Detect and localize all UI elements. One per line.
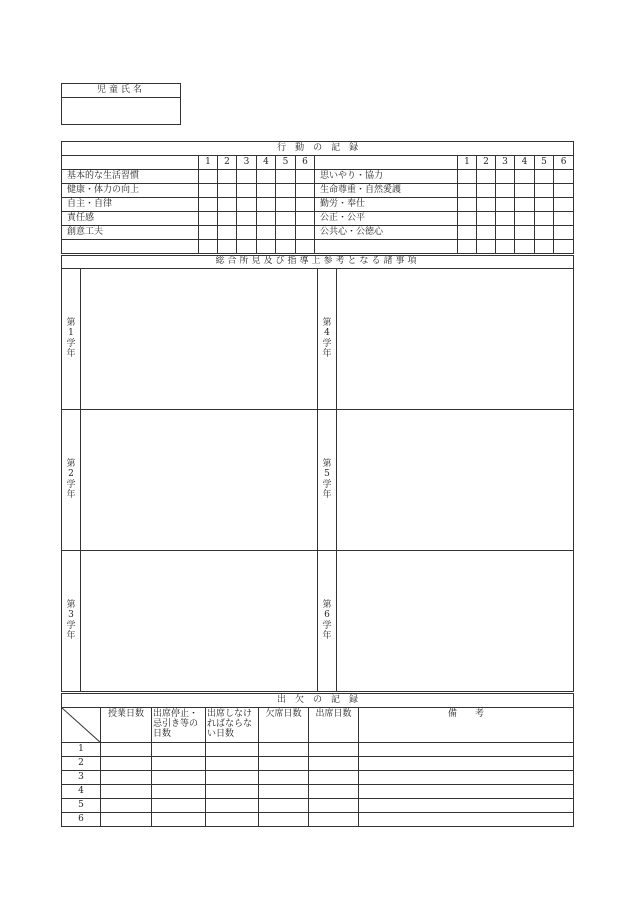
behavior-mark-cell[interactable] (477, 212, 496, 226)
attendance-grade-label: 4 (62, 785, 101, 799)
attendance-value-cell[interactable] (359, 757, 574, 771)
behavior-mark-cell[interactable] (554, 226, 574, 240)
student-name-box (61, 83, 181, 125)
behavior-mark-cell[interactable] (237, 198, 257, 212)
behavior-row (62, 170, 574, 184)
attendance-value-cell[interactable] (206, 799, 259, 813)
behavior-mark-cell[interactable] (199, 184, 218, 198)
behavior-mark-cell[interactable] (535, 212, 554, 226)
behavior-mark-cell[interactable] (496, 198, 515, 212)
behavior-mark-cell[interactable] (257, 198, 276, 212)
grade-header-left-4: 4 (257, 156, 276, 170)
behavior-mark-cell[interactable] (496, 170, 515, 184)
behavior-mark-cell[interactable] (257, 226, 276, 240)
behavior-mark-cell[interactable] (276, 212, 296, 226)
behavior-item-left: 責任感 (62, 212, 199, 226)
behavior-mark-cell[interactable] (257, 212, 276, 226)
attendance-value-cell[interactable] (359, 785, 574, 799)
year-6-label: 第6学年 (318, 551, 337, 692)
behavior-mark-cell[interactable] (477, 198, 496, 212)
attendance-row (62, 757, 574, 771)
attendance-value-cell[interactable] (259, 785, 309, 799)
grade-header-right-1: 1 (458, 156, 477, 170)
attendance-corner-cell (62, 708, 101, 743)
attendance-value-cell[interactable] (309, 785, 359, 799)
behavior-mark-cell[interactable] (554, 184, 574, 198)
behavior-mark-cell[interactable] (218, 198, 237, 212)
year-6-comment-field[interactable] (337, 551, 574, 692)
behavior-mark-cell[interactable] (535, 198, 554, 212)
diagonal-line (62, 708, 101, 743)
behavior-item-right: 公正・公平 (315, 212, 458, 226)
year-5-label: 第5学年 (318, 410, 337, 551)
behavior-mark-cell[interactable] (199, 212, 218, 226)
attendance-row (62, 799, 574, 813)
behavior-mark-cell[interactable] (276, 170, 296, 184)
behavior-mark-cell[interactable] (199, 226, 218, 240)
attendance-value-cell[interactable] (101, 785, 152, 799)
behavior-mark-cell[interactable] (257, 184, 276, 198)
grade-header-right-4: 4 (515, 156, 535, 170)
behavior-mark-cell[interactable] (554, 212, 574, 226)
attendance-value-cell[interactable] (206, 757, 259, 771)
behavior-mark-cell[interactable] (535, 170, 554, 184)
attendance-value-cell[interactable] (359, 813, 574, 827)
behavior-blank-row (62, 240, 574, 254)
behavior-mark-cell[interactable] (296, 212, 315, 226)
attendance-value-cell[interactable] (359, 771, 574, 785)
behavior-item-left: 創意工夫 (62, 226, 199, 240)
behavior-row (62, 198, 574, 212)
attendance-value-cell[interactable] (309, 771, 359, 785)
behavior-mark-cell[interactable] (257, 170, 276, 184)
behavior-header-blank-left (62, 156, 199, 170)
behavior-item-left: 自主・自律 (62, 198, 199, 212)
attendance-value-cell[interactable] (206, 813, 259, 827)
behavior-header-blank-right (315, 156, 458, 170)
attendance-value-cell[interactable] (309, 757, 359, 771)
grade-header-left-2: 2 (218, 156, 237, 170)
attendance-grade-label: 5 (62, 799, 101, 813)
behavior-item-right: 公共心・公徳心 (315, 226, 458, 240)
behavior-mark-cell[interactable] (296, 184, 315, 198)
behavior-mark-cell[interactable] (458, 226, 477, 240)
behavior-row (62, 184, 574, 198)
attendance-value-cell[interactable] (309, 799, 359, 813)
behavior-mark-cell[interactable] (276, 198, 296, 212)
attendance-value-cell[interactable] (309, 743, 359, 757)
grade-header-right-3: 3 (496, 156, 515, 170)
behavior-record-table (61, 141, 574, 254)
year-5-comment-field[interactable] (337, 410, 574, 551)
behavior-mark-cell[interactable] (515, 170, 535, 184)
attendance-value-cell[interactable] (206, 743, 259, 757)
grade-header-left-6: 6 (296, 156, 315, 170)
attendance-value-cell[interactable] (101, 813, 152, 827)
attendance-value-cell[interactable] (359, 799, 574, 813)
attendance-col-present-days: 出席日数 (309, 708, 359, 743)
behavior-mark-cell[interactable] (515, 226, 535, 240)
attendance-row (62, 743, 574, 757)
grade-header-right-6: 6 (554, 156, 574, 170)
attendance-value-cell[interactable] (206, 785, 259, 799)
attendance-grade-label: 2 (62, 757, 101, 771)
attendance-col-absence-days: 欠席日数 (259, 708, 309, 743)
attendance-value-cell[interactable] (152, 771, 206, 785)
behavior-item-right: 勤労・奉仕 (315, 198, 458, 212)
behavior-grade-header (62, 156, 574, 170)
grade-header-right-5: 5 (535, 156, 554, 170)
attendance-row (62, 813, 574, 827)
behavior-mark-cell[interactable] (458, 212, 477, 226)
student-name-field[interactable] (62, 98, 181, 125)
behavior-item-left: 基本的な生活習慣 (62, 170, 199, 184)
attendance-table (61, 693, 574, 827)
attendance-value-cell[interactable] (309, 813, 359, 827)
behavior-mark-cell[interactable] (296, 226, 315, 240)
year-2-label: 第2学年 (62, 410, 81, 551)
year-4-label: 第4学年 (318, 269, 337, 410)
behavior-mark-cell[interactable] (218, 226, 237, 240)
attendance-grade-label: 6 (62, 813, 101, 827)
behavior-mark-cell[interactable] (218, 170, 237, 184)
attendance-value-cell[interactable] (152, 813, 206, 827)
behavior-mark-cell[interactable] (535, 184, 554, 198)
behavior-mark-cell[interactable] (515, 198, 535, 212)
behavior-row (62, 212, 574, 226)
year-1-label: 第1学年 (62, 269, 81, 410)
year-1-comment-field[interactable] (81, 269, 318, 410)
attendance-value-cell[interactable] (152, 785, 206, 799)
grade-header-right-2: 2 (477, 156, 496, 170)
year-4-comment-field[interactable] (337, 269, 574, 410)
behavior-mark-cell[interactable] (554, 198, 574, 212)
grade-header-left-3: 3 (237, 156, 257, 170)
attendance-value-cell[interactable] (101, 771, 152, 785)
attendance-row (62, 771, 574, 785)
behavior-mark-cell[interactable] (199, 170, 218, 184)
behavior-mark-cell[interactable] (199, 198, 218, 212)
attendance-value-cell[interactable] (101, 799, 152, 813)
behavior-mark-cell[interactable] (515, 184, 535, 198)
behavior-title: 行 動 の 記 録 (62, 142, 574, 156)
behavior-item-right: 思いやり・協力 (315, 170, 458, 184)
grade-header-left-1: 1 (199, 156, 218, 170)
behavior-mark-cell[interactable] (296, 170, 315, 184)
attendance-grade-label: 3 (62, 771, 101, 785)
behavior-mark-cell[interactable] (218, 184, 237, 198)
behavior-mark-cell[interactable] (535, 226, 554, 240)
behavior-mark-cell[interactable] (237, 184, 257, 198)
behavior-mark-cell[interactable] (458, 184, 477, 198)
grade-header-left-5: 5 (276, 156, 296, 170)
attendance-value-cell[interactable] (259, 771, 309, 785)
behavior-row (62, 226, 574, 240)
attendance-value-cell[interactable] (259, 813, 309, 827)
attendance-col-remarks: 備 考 (359, 708, 574, 743)
behavior-mark-cell[interactable] (496, 226, 515, 240)
behavior-mark-cell[interactable] (276, 226, 296, 240)
behavior-mark-cell[interactable] (237, 212, 257, 226)
behavior-mark-cell[interactable] (515, 212, 535, 226)
attendance-value-cell[interactable] (101, 757, 152, 771)
student-name-label: 児童氏名 (62, 84, 181, 98)
behavior-mark-cell[interactable] (477, 170, 496, 184)
behavior-mark-cell[interactable] (554, 170, 574, 184)
behavior-mark-cell[interactable] (237, 226, 257, 240)
behavior-mark-cell[interactable] (458, 198, 477, 212)
attendance-col-required-days: 出席しなければならない日数 (206, 708, 259, 743)
behavior-mark-cell[interactable] (218, 212, 237, 226)
behavior-mark-cell[interactable] (276, 184, 296, 198)
attendance-title: 出 欠 の 記 録 (62, 694, 574, 708)
behavior-mark-cell[interactable] (477, 184, 496, 198)
behavior-item-left: 健康・体力の向上 (62, 184, 199, 198)
year-3-comment-field[interactable] (81, 551, 318, 692)
behavior-mark-cell[interactable] (477, 226, 496, 240)
behavior-mark-cell[interactable] (296, 198, 315, 212)
attendance-value-cell[interactable] (101, 743, 152, 757)
behavior-item-right: 生命尊重・自然愛護 (315, 184, 458, 198)
attendance-value-cell[interactable] (259, 757, 309, 771)
attendance-value-cell[interactable] (152, 757, 206, 771)
attendance-col-school-days: 授業日数 (101, 708, 152, 743)
attendance-row (62, 785, 574, 799)
behavior-mark-cell[interactable] (496, 212, 515, 226)
attendance-grade-label: 1 (62, 743, 101, 757)
comments-title: 総合所見及び指導上参考となる諸事項 (62, 256, 574, 269)
behavior-mark-cell[interactable] (237, 170, 257, 184)
year-2-comment-field[interactable] (81, 410, 318, 551)
behavior-mark-cell[interactable] (458, 170, 477, 184)
attendance-value-cell[interactable] (152, 743, 206, 757)
comments-table (61, 255, 574, 692)
year-3-label: 第3学年 (62, 551, 81, 692)
behavior-mark-cell[interactable] (496, 184, 515, 198)
attendance-value-cell[interactable] (359, 743, 574, 757)
attendance-value-cell[interactable] (152, 799, 206, 813)
attendance-col-suspension-days: 出席停止・忌引き等の日数 (152, 708, 206, 743)
attendance-value-cell[interactable] (206, 771, 259, 785)
attendance-value-cell[interactable] (259, 799, 309, 813)
attendance-value-cell[interactable] (259, 743, 309, 757)
